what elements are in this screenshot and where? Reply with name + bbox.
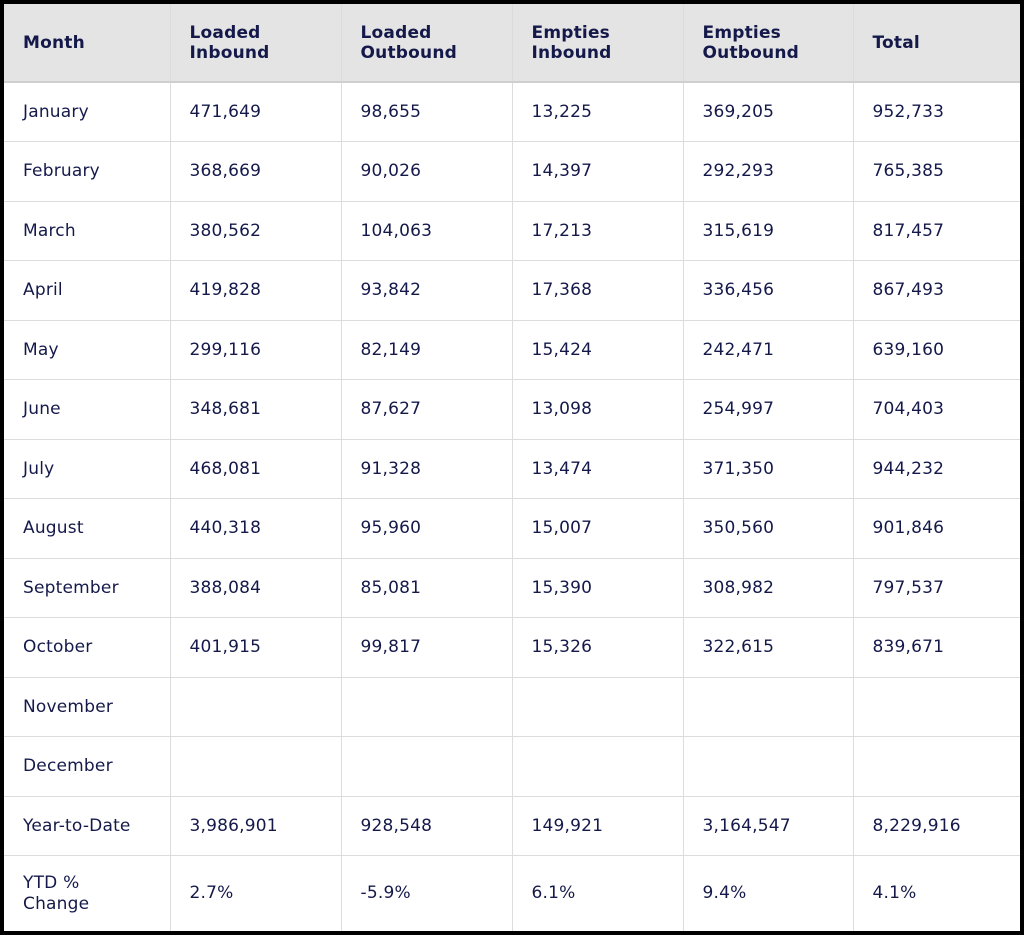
empties-inbound-cell: 17,213 [512,201,683,261]
empties-outbound-cell: 292,293 [683,142,853,202]
loaded-outbound-cell: 95,960 [341,499,512,559]
month-cell: January [4,82,170,142]
total-cell: 901,846 [853,499,1020,559]
empties-inbound-cell: 14,397 [512,142,683,202]
empties-outbound-cell [683,677,853,737]
month-cell: Year-to-Date [4,796,170,856]
empties-inbound-cell: 13,225 [512,82,683,142]
teu-statistics-table [4,4,1020,931]
total-cell: 797,537 [853,558,1020,618]
empties-outbound-cell: 371,350 [683,439,853,499]
header-loaded-outbound: Loaded Outbound [341,4,512,82]
empties-outbound-cell: 322,615 [683,618,853,678]
empties-inbound-cell: 15,326 [512,618,683,678]
table-row [4,499,1020,559]
table-row [4,82,1020,142]
loaded-outbound-cell: -5.9% [341,856,512,932]
month-cell: October [4,618,170,678]
empties-outbound-cell: 350,560 [683,499,853,559]
ytd-change-row [4,856,1020,932]
loaded-inbound-cell: 368,669 [170,142,341,202]
header-empties-outbound: Empties Outbound [683,4,853,82]
empties-inbound-cell: 15,007 [512,499,683,559]
loaded-inbound-cell: 471,649 [170,82,341,142]
loaded-outbound-cell: 93,842 [341,261,512,321]
loaded-inbound-cell: 419,828 [170,261,341,321]
ytd-total-row [4,796,1020,856]
empties-inbound-cell [512,737,683,797]
header-loaded-inbound: Loaded Inbound [170,4,341,82]
loaded-inbound-cell: 299,116 [170,320,341,380]
ytd-change-label: YTD % Change [23,872,90,914]
total-cell: 817,457 [853,201,1020,261]
empties-inbound-cell: 13,474 [512,439,683,499]
empties-outbound-cell: 315,619 [683,201,853,261]
month-cell: August [4,499,170,559]
loaded-inbound-cell: 401,915 [170,618,341,678]
total-cell: 944,232 [853,439,1020,499]
loaded-outbound-cell: 90,026 [341,142,512,202]
empties-inbound-cell: 17,368 [512,261,683,321]
loaded-inbound-cell: 348,681 [170,380,341,440]
empties-outbound-cell: 336,456 [683,261,853,321]
empties-inbound-cell [512,677,683,737]
month-cell: December [4,737,170,797]
total-cell: 867,493 [853,261,1020,321]
month-cell: March [4,201,170,261]
loaded-inbound-cell: 388,084 [170,558,341,618]
table-row [4,618,1020,678]
table-row [4,142,1020,202]
month-cell: July [4,439,170,499]
month-cell: September [4,558,170,618]
table-row [4,320,1020,380]
total-cell: 4.1% [853,856,1020,932]
loaded-outbound-cell: 85,081 [341,558,512,618]
total-cell [853,737,1020,797]
total-cell: 704,403 [853,380,1020,440]
header-total: Total [853,4,1020,82]
empties-inbound-cell: 15,424 [512,320,683,380]
loaded-outbound-cell [341,737,512,797]
empties-inbound-cell: 6.1% [512,856,683,932]
empties-inbound-cell: 13,098 [512,380,683,440]
empties-inbound-cell: 149,921 [512,796,683,856]
loaded-outbound-cell [341,677,512,737]
month-cell: April [4,261,170,321]
table-row [4,737,1020,797]
table-row [4,201,1020,261]
header-month: Month [4,4,170,82]
loaded-outbound-cell: 87,627 [341,380,512,440]
loaded-inbound-cell: 440,318 [170,499,341,559]
loaded-inbound-cell: 2.7% [170,856,341,932]
table-row [4,677,1020,737]
empties-outbound-cell: 369,205 [683,82,853,142]
total-cell: 839,671 [853,618,1020,678]
table-row [4,380,1020,440]
loaded-inbound-cell: 380,562 [170,201,341,261]
loaded-inbound-cell: 3,986,901 [170,796,341,856]
month-cell: November [4,677,170,737]
loaded-outbound-cell: 99,817 [341,618,512,678]
total-cell: 952,733 [853,82,1020,142]
empties-outbound-cell [683,737,853,797]
loaded-outbound-cell: 104,063 [341,201,512,261]
total-cell: 639,160 [853,320,1020,380]
header-empties-inbound: Empties Inbound [512,4,683,82]
total-cell: 765,385 [853,142,1020,202]
empties-outbound-cell: 9.4% [683,856,853,932]
total-cell: 8,229,916 [853,796,1020,856]
loaded-outbound-cell: 928,548 [341,796,512,856]
loaded-inbound-cell [170,677,341,737]
loaded-outbound-cell: 82,149 [341,320,512,380]
month-cell [4,856,170,932]
empties-outbound-cell: 3,164,547 [683,796,853,856]
table-row [4,261,1020,321]
empties-outbound-cell: 254,997 [683,380,853,440]
table-frame [4,4,1020,931]
month-cell: June [4,380,170,440]
loaded-inbound-cell [170,737,341,797]
loaded-outbound-cell: 98,655 [341,82,512,142]
empties-inbound-cell: 15,390 [512,558,683,618]
total-cell [853,677,1020,737]
empties-outbound-cell: 242,471 [683,320,853,380]
table-row [4,439,1020,499]
loaded-inbound-cell: 468,081 [170,439,341,499]
month-cell: February [4,142,170,202]
table-row [4,558,1020,618]
header-row [4,4,1020,82]
month-cell: May [4,320,170,380]
empties-outbound-cell: 308,982 [683,558,853,618]
loaded-outbound-cell: 91,328 [341,439,512,499]
